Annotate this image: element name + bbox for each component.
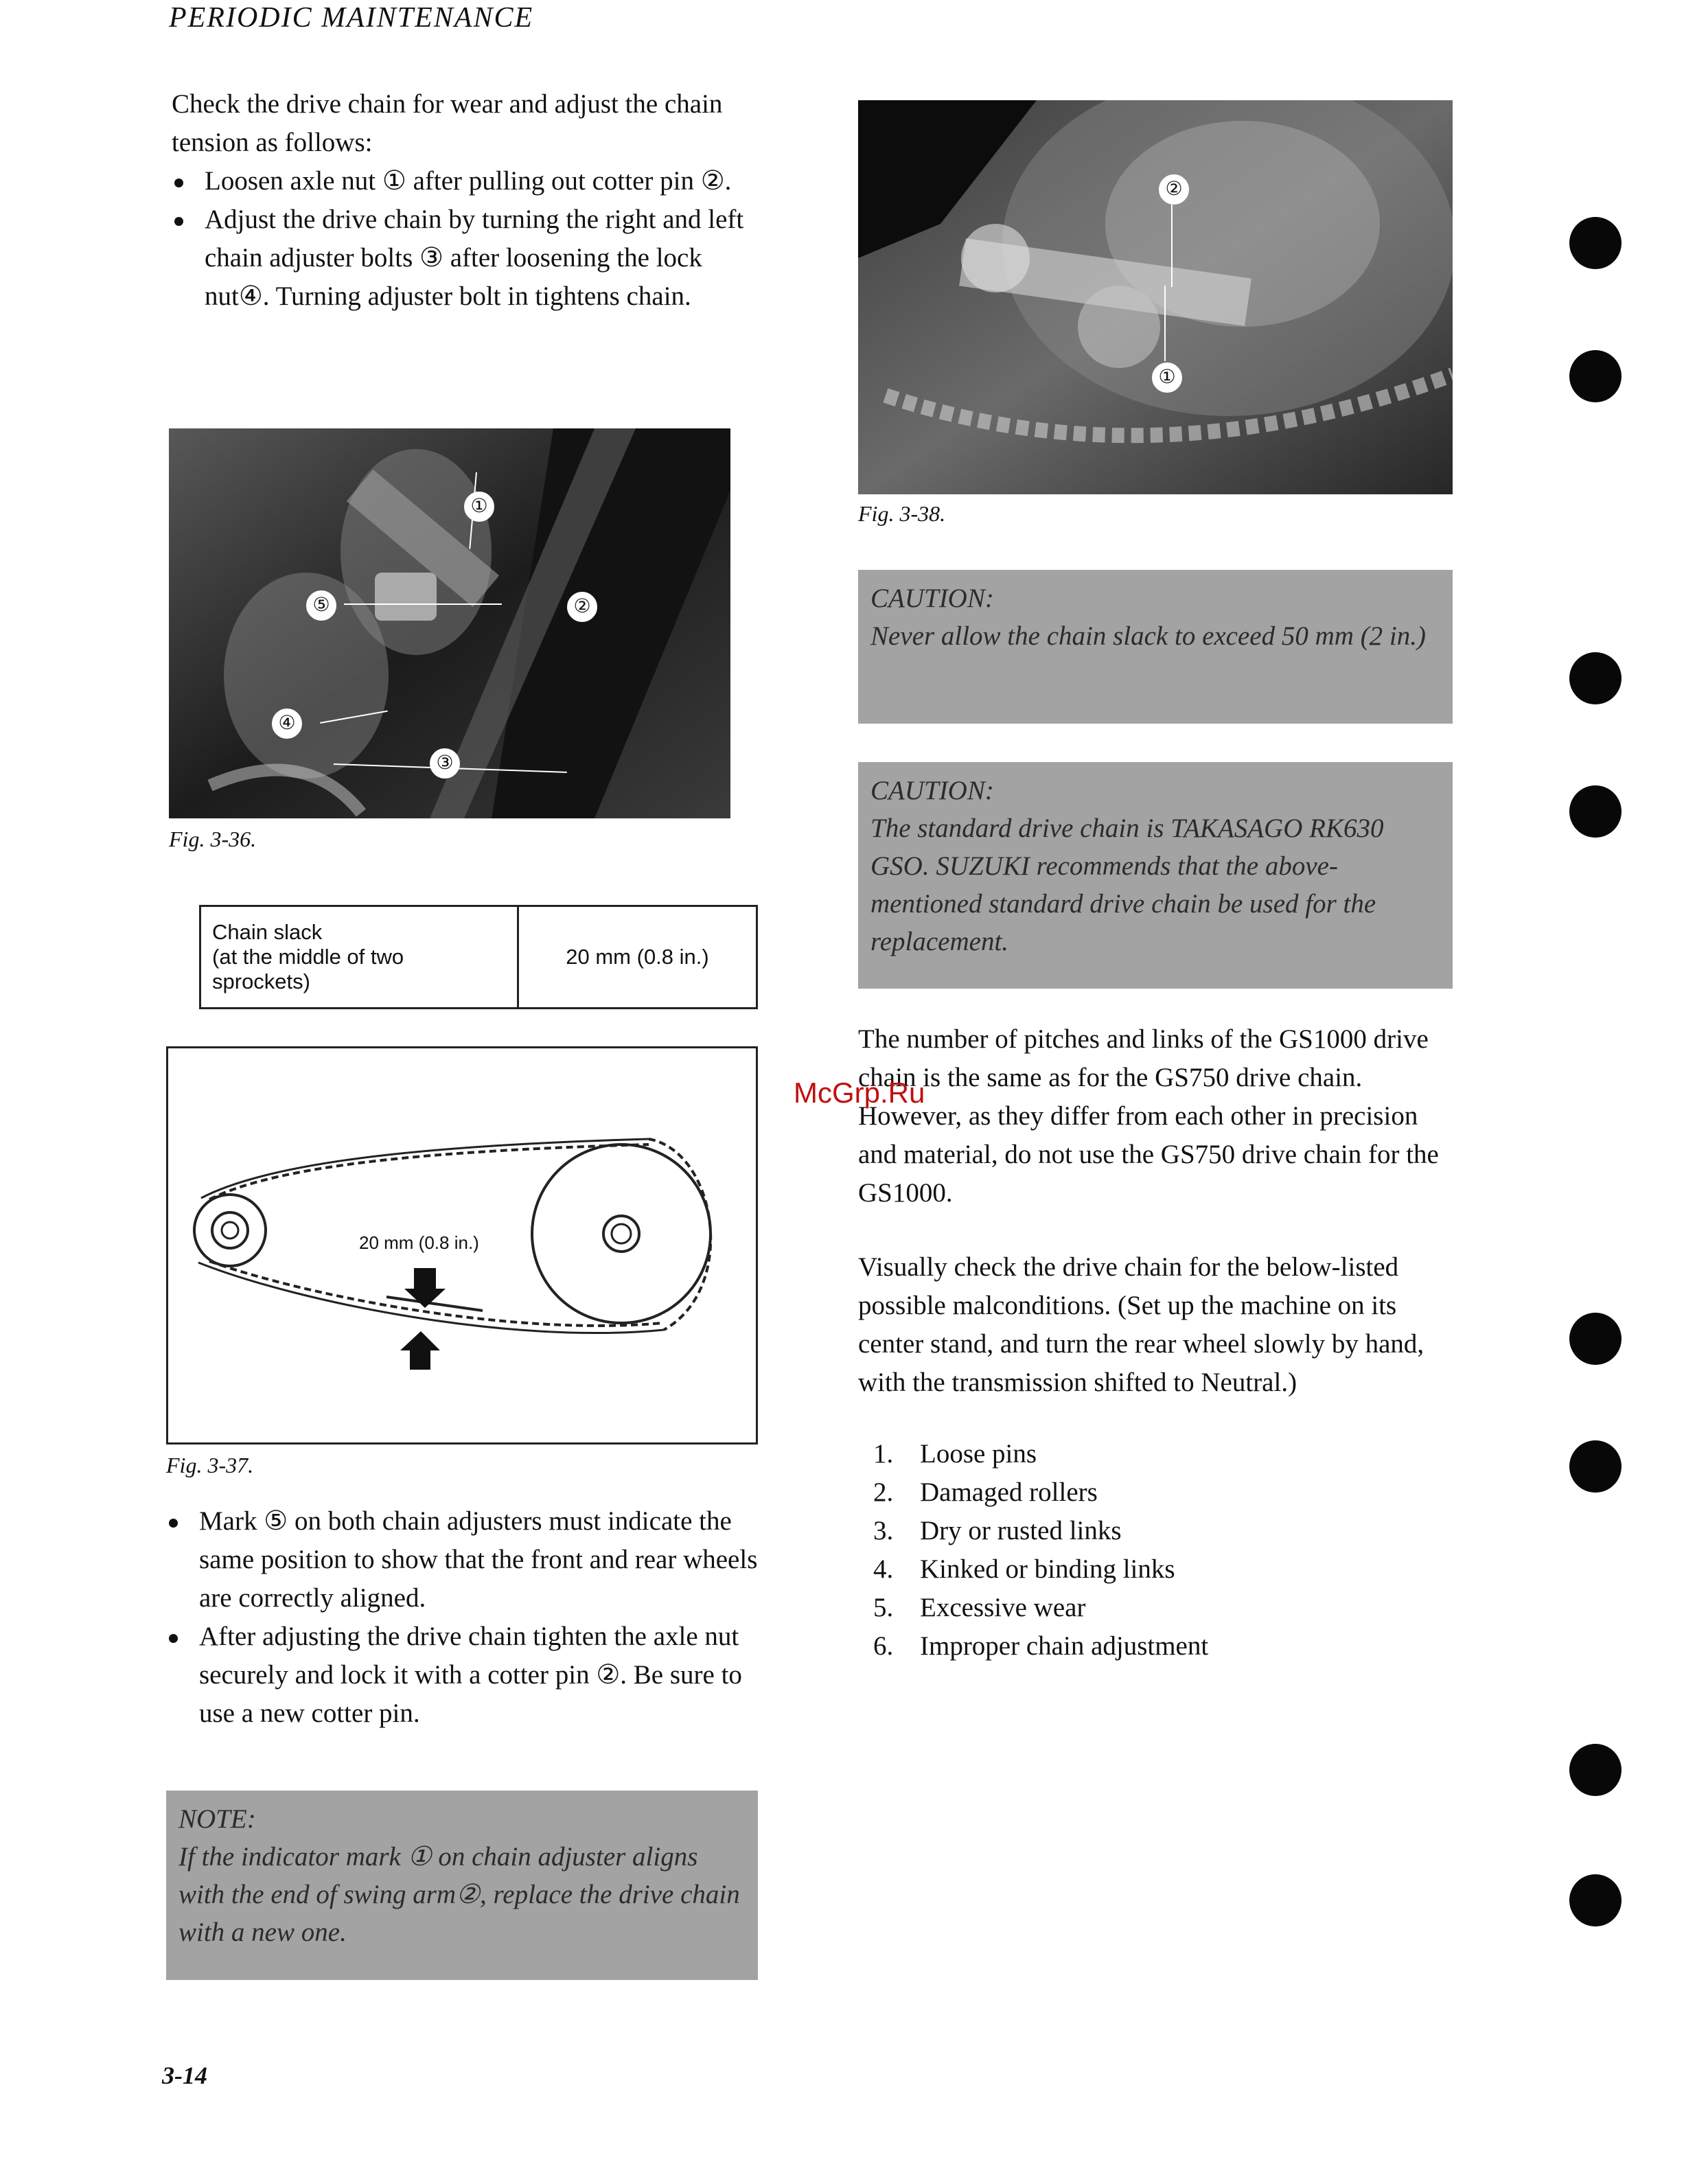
callout-5: ⑤ xyxy=(306,590,336,621)
chain-slack-note-line2: sprockets) xyxy=(212,969,310,993)
list-item: Mark ⑤ on both chain adjusters must indicate the same position to show that the front and rear wheels are correctly aligned. xyxy=(166,1502,758,1618)
chain-slack-note-line1: (at the middle of two xyxy=(212,945,404,969)
callout-2: ② xyxy=(1159,174,1189,205)
callout-2: ② xyxy=(567,592,597,622)
page-number: 3-14 xyxy=(162,2062,207,2089)
list-text: Loose pins xyxy=(920,1439,1037,1469)
front-sprocket xyxy=(194,1195,266,1266)
fig-3-37-diagram xyxy=(166,1046,758,1445)
caution-1-text: Never allow the chain slack to exceed 50 mm (2 in.) xyxy=(870,621,1427,651)
caution-box-2 xyxy=(858,762,1453,989)
caution-2-text: The standard drive chain is TAKASAGO RK630 GSO. SUZUKI recommends that the above-mentioned standard drive chain be used for the replacement. xyxy=(870,814,1384,956)
list-item xyxy=(858,1473,1453,1512)
intro-section xyxy=(172,85,763,316)
chain-slack-label: Chain slack xyxy=(212,920,323,944)
alignment-steps xyxy=(166,1502,758,1733)
callout-1: ① xyxy=(1152,362,1182,393)
chain-slack-table xyxy=(199,905,758,1009)
list-text: Dry or rusted links xyxy=(920,1516,1122,1545)
list-item: After adjusting the drive chain tighten the axle nut securely and lock it with a cotter pin ②. Be sure to use a new cotter pin. xyxy=(166,1618,758,1733)
binder-hole-dot xyxy=(1569,1744,1622,1796)
list-text: Damaged rollers xyxy=(920,1477,1098,1507)
list-item xyxy=(858,1589,1453,1627)
list-number: 6. xyxy=(873,1631,894,1661)
list-number: 5. xyxy=(873,1593,894,1622)
list-item: Loosen axle nut ① after pulling out cotter pin ②. xyxy=(172,162,763,200)
list-number: 1. xyxy=(873,1439,894,1469)
binder-hole-dot xyxy=(1569,217,1622,269)
list-item: Adjust the drive chain by turning the right and left chain adjuster bolts ③ after loosening the lock nut④. Turning adjuster bolt in tightens chain. xyxy=(172,200,763,316)
binder-hole-dot xyxy=(1569,1313,1622,1365)
page-header: PERIODIC MAINTENANCE xyxy=(169,2,534,34)
binder-hole-dot xyxy=(1569,350,1622,402)
malconditions-list xyxy=(858,1435,1453,1666)
alignment-steps-list xyxy=(166,1502,758,1733)
list-item xyxy=(858,1435,1453,1473)
caution-1-title: CAUTION: xyxy=(870,584,994,613)
diagram-slack-label: 20 mm (0.8 in.) xyxy=(359,1232,479,1253)
intro-text: Check the drive chain for wear and adjust the chain tension as follows: xyxy=(172,89,723,157)
list-number: 4. xyxy=(873,1554,894,1584)
fig-3-36-photo xyxy=(169,428,730,818)
list-item xyxy=(858,1550,1453,1589)
fig-3-36-caption: Fig. 3-36. xyxy=(169,827,257,851)
note-text: If the indicator mark ① on chain adjuster aligns with the end of swing arm②, replace the drive chain with a new one. xyxy=(178,1842,740,1947)
list-number: 3. xyxy=(873,1516,894,1545)
caution-box-1 xyxy=(858,570,1453,724)
list-text: Kinked or binding links xyxy=(920,1554,1175,1584)
binder-hole-dot xyxy=(1569,785,1622,838)
watermark-text: McGrp.Ru xyxy=(794,1077,925,1109)
gs1000-paragraph: The number of pitches and links of the GS1000 drive chain is the same as for the GS750 drive chain. However, as they differ from each other in precision and material, do not use the GS750 drive chain for the GS1000. xyxy=(858,1024,1439,1208)
callout-1: ① xyxy=(464,492,494,522)
callout-4: ④ xyxy=(272,709,302,739)
up-arrow-icon xyxy=(400,1331,440,1370)
note-title: NOTE: xyxy=(178,1804,256,1834)
list-text: Excessive wear xyxy=(920,1593,1086,1622)
axle-photo-illustration xyxy=(858,100,1453,494)
down-arrow-icon xyxy=(404,1268,446,1308)
binder-hole-dot xyxy=(1569,1874,1622,1926)
binder-hole-dot xyxy=(1569,1440,1622,1493)
adjust-steps-list xyxy=(172,162,763,316)
rear-sprocket xyxy=(532,1144,711,1323)
caution-2-title: CAUTION: xyxy=(870,776,994,805)
fig-3-38-caption: Fig. 3-38. xyxy=(858,501,946,526)
binder-hole-dot xyxy=(1569,652,1622,704)
list-item xyxy=(858,1627,1453,1666)
table-cell-value: 20 mm (0.8 in.) xyxy=(518,906,757,1009)
callout-3: ③ xyxy=(430,748,460,779)
table-row xyxy=(200,906,757,1009)
visual-check-paragraph: Visually check the drive chain for the below-listed possible malconditions. (Set up the machine on its center stand, and turn the rear wheel slowly by hand, with the transmission shifted to Neutral.) xyxy=(858,1252,1424,1397)
list-text: Improper chain adjustment xyxy=(920,1631,1209,1661)
list-item xyxy=(858,1512,1453,1550)
table-cell-item xyxy=(200,906,518,1009)
fig-3-38-photo xyxy=(858,100,1453,494)
list-number: 2. xyxy=(873,1477,894,1507)
fig-3-37-caption: Fig. 3-37. xyxy=(166,1453,254,1477)
note-box xyxy=(166,1791,758,1980)
